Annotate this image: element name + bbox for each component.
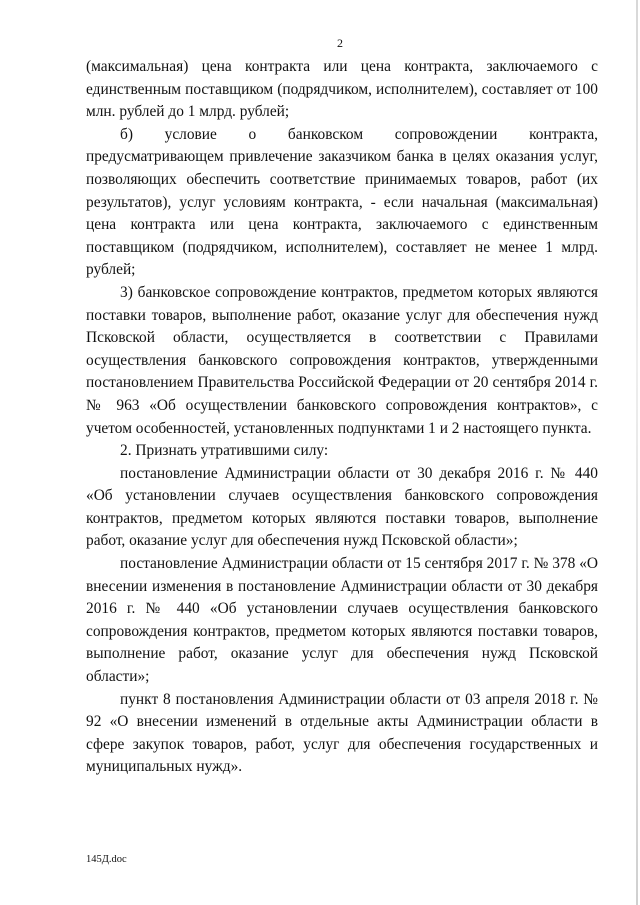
paragraph-subpoint-b: б) условие о банковском сопровождении контракта, предусматривающем привлечение заказчиком банка в целях оказания услуг, позволяющих обеспечить соответствие принимаемых товаров, работ (их результатов), услуг условиям контракта, - если начальная (максимальная) цена контракта или цена контракта, заключаемого с единственным поставщиком (подрядчиком, исполнителем), составляет не менее 1 млрд. рублей; [86, 125, 598, 279]
page-number: 2 [337, 36, 343, 50]
paragraph-repealed-act-3: пункт 8 постановления Администрации области от 03 апреля 2018 г. № 92 «О внесении изменений в отдельные акты Администрации области в сфере закупок товаров, работ, услуг для обеспечения государственных и муниципальных нужд». [86, 690, 598, 776]
paragraph-repealed-act-1: постановление Администрации области от 30 декабря 2016 г. № 440 «Об установлении случаев осуществления банковского сопровождения контрактов, предметом которых являются поставки товаров, выполнение работ, оказание услуг для обеспечения нужд Псковской области»; [86, 464, 598, 550]
paragraph-point-3: 3) банковское сопровождение контрактов, предметом которых являются поставки товаров, выполнение работ, оказание услуг для обеспечения нужд Псковской области, осуществляется в соответствии с Правилами осуществления банковского сопровождения контрактов, утвержденными постановлением Правительства Российской Федерации от 20 сентября 2014 г. № 963 «Об осуществлении банковского сопровождения контрактов», с учетом особенностей, установленных подпунктами 1 и 2 настоящего пункта. [86, 283, 598, 437]
document-body [86, 56, 598, 779]
paragraph-repealed-act-2: постановление Администрации области от 15 сентября 2017 г. № 378 «О внесении изменения в постановление Администрации области от 30 декабря 2016 г. № 440 «Об установлении случаев осуществления банковского сопровождения контрактов, предметом которых являются поставки товаров, выполнение работ, оказание услуг для обеспечения нужд Псковской области»; [86, 555, 598, 686]
scan-edge-shadow [636, 0, 638, 905]
footer-filename: 145Д.doc [86, 854, 127, 865]
paragraph-section-2-heading: 2. Признать утратившими силу: [120, 442, 329, 460]
paragraph-continuation: (максимальная) цена контракта или цена контракта, заключаемого с единственным поставщиком (подрядчиком, исполнителем), составляет от 100 млн. рублей до 1 млрд. рублей; [86, 58, 598, 121]
